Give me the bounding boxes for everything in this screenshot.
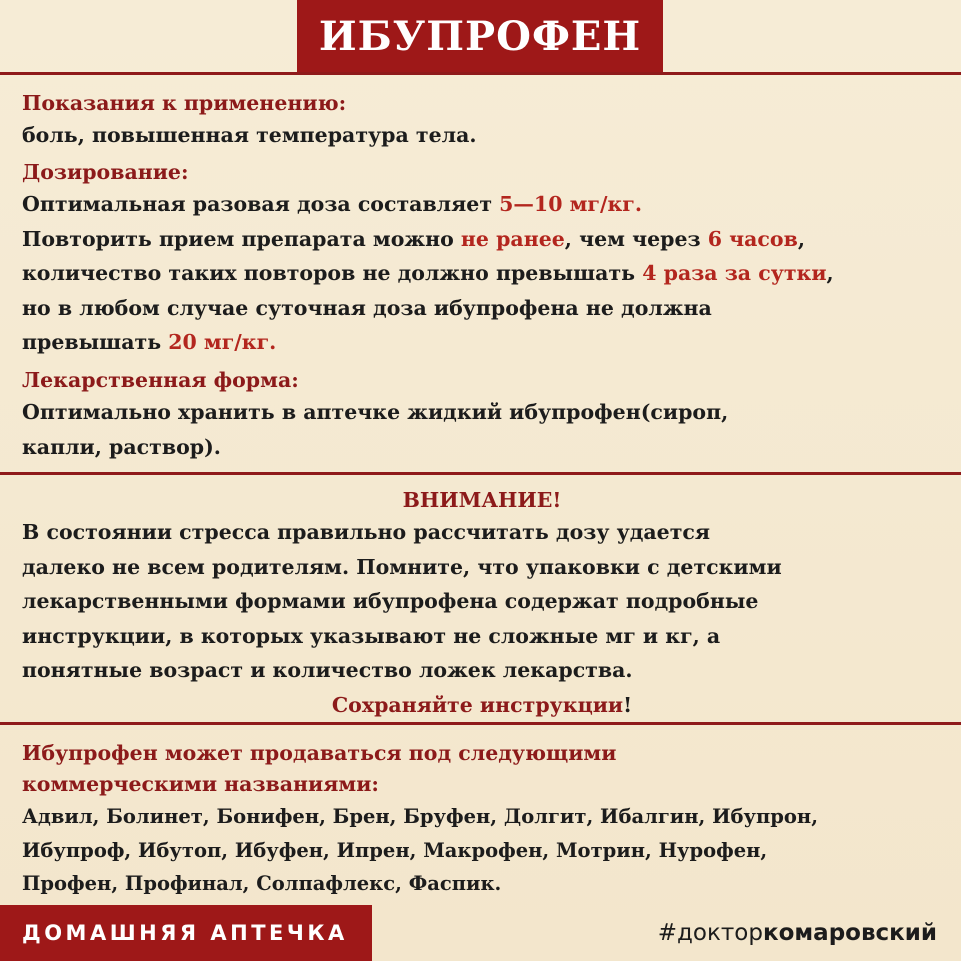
divider	[0, 72, 961, 75]
attention-line-2: далеко не всем родителям. Помните, что упаковки с детскими	[22, 554, 782, 579]
form-line-1: Оптимально хранить в аптечке жидкий ибупрофен(сироп,	[22, 400, 729, 424]
hours-highlight: 6 часов	[707, 226, 798, 251]
brands-heading-1: Ибупрофен может продаваться под следующими	[22, 741, 617, 765]
dosage-line-2	[22, 222, 942, 257]
dosage-text: , чем через	[564, 226, 708, 251]
save-instructions-excl: !	[623, 692, 633, 717]
dosage-section	[22, 158, 942, 360]
indications-text: боль, повышенная температура тела.	[22, 123, 477, 147]
brands-line-2: Ибупроф, Ибутоп, Ибуфен, Ипрен, Макрофен, Мотрин, Нурофен,	[22, 838, 768, 862]
dosage-text: количество таких повторов не должно превышать	[22, 261, 643, 285]
daily-dose-highlight: 20 мг/кг.	[168, 330, 277, 354]
dosage-text: превышать	[22, 330, 169, 354]
dosage-text: ,	[797, 226, 805, 251]
dosage-line-1	[22, 187, 942, 222]
brands-line-3: Профен, Профинал, Солпафлекс, Фаспик.	[22, 872, 502, 895]
dosage-text: Оптимальная разовая доза составляет	[22, 192, 500, 216]
page-title: ИБУПРОФЕН	[297, 0, 663, 72]
attention-line-5: понятные возраст и количество ложек лекарства.	[22, 658, 633, 682]
dosage-text: ,	[826, 261, 834, 285]
form-line-2: капли, раствор).	[22, 434, 221, 459]
dosage-line-5	[22, 325, 942, 360]
save-instructions-text: Сохраняйте инструкции	[331, 692, 624, 717]
dosage-line-4: но в любом случае суточная доза ибупрофена не должна	[22, 295, 712, 320]
attention-line-4: инструкции, в которых указывают не сложные мг и кг, а	[22, 623, 721, 648]
indications-heading: Показания к применению:	[22, 91, 347, 115]
divider	[0, 722, 961, 725]
save-instructions	[22, 688, 942, 722]
brands-line-1: Адвил, Болинет, Бонифен, Брен, Бруфен, Долгит, Ибалгин, Ибупрон,	[22, 805, 818, 828]
form-section	[22, 366, 942, 464]
dosage-line-3	[22, 256, 942, 291]
dosage-heading: Дозирование:	[22, 160, 189, 184]
footer-hashtag	[658, 905, 937, 961]
dose-highlight: 5—10 мг/кг.	[499, 192, 642, 216]
brands-section	[22, 738, 942, 901]
hashtag-prefix: #доктор	[657, 920, 763, 946]
footer-brand-label: ДОМАШНЯЯ АПТЕЧКА	[0, 905, 372, 961]
dosage-text: Повторить прием препарата можно	[22, 226, 461, 251]
divider	[0, 472, 961, 475]
attention-heading: ВНИМАНИЕ!	[402, 488, 562, 512]
brands-heading-2: коммерческими названиями:	[22, 772, 379, 796]
not-earlier-highlight: не ранее	[460, 226, 565, 251]
attention-line-1: В состоянии стресса правильно рассчитать дозу удается	[22, 520, 711, 544]
times-per-day-highlight: 4 раза за сутки	[642, 261, 827, 285]
hashtag-name: комаровский	[762, 920, 937, 946]
form-heading: Лекарственная форма:	[22, 368, 299, 392]
attention-line-3: лекарственными формами ибупрофена содержат подробные	[22, 589, 759, 613]
attention-section	[22, 486, 942, 722]
indications-section	[22, 89, 942, 152]
